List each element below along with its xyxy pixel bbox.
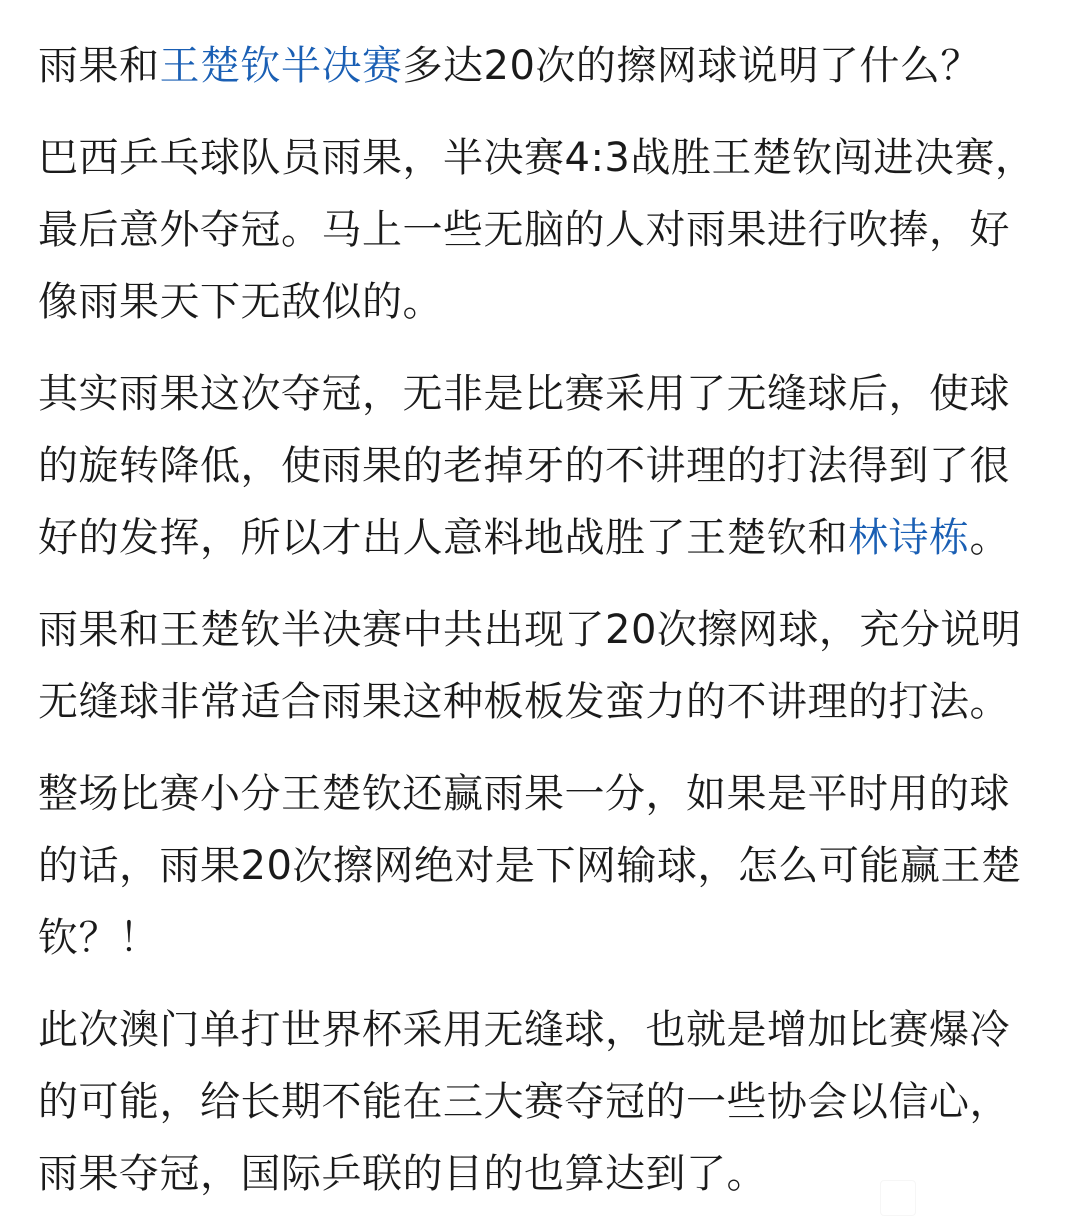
text-segment: 其实雨果这次夺冠，无非是比赛采用了无缝球后，使球的旋转降低，使雨果的老掉牙的不讲理的打法得到了很好的发挥，所以才出人意料地战胜了王楚钦和 — [38, 371, 1010, 561]
paragraph-3 — [38, 358, 1038, 574]
watermark-icon — [880, 1180, 916, 1216]
paragraph-title-question — [38, 30, 1038, 102]
text-segment: 雨果和 — [38, 43, 160, 89]
article-body — [38, 30, 1038, 1230]
link-wang-chuqin-semifinal[interactable]: 王楚钦半决赛 — [159, 43, 403, 89]
text-segment: 多达20次的擦网球说明了什么？ — [402, 43, 981, 89]
paragraph-4: 雨果和王楚钦半决赛中共出现了20次擦网球，充分说明无缝球非常适合雨果这种板板发蛮力的不讲理的打法。 — [38, 607, 1022, 725]
paragraph-6: 此次澳门单打世界杯采用无缝球，也就是增加比赛爆冷的可能，给长期不能在三大赛夺冠的一些协会以信心，雨果夺冠，国际乒联的目的也算达到了。 — [38, 1007, 1010, 1197]
paragraph-2: 巴西乒乓球队员雨果，半决赛4:3战胜王楚钦闯进决赛，最后意外夺冠。马上一些无脑的人对雨果进行吹捧，好像雨果天下无敌似的。 — [38, 135, 1036, 325]
text-segment: 。 — [969, 515, 1010, 561]
link-lin-shidong[interactable]: 林诗栋 — [848, 515, 970, 561]
paragraph-5: 整场比赛小分王楚钦还赢雨果一分，如果是平时用的球的话，雨果20次擦网绝对是下网输球，怎么可能赢王楚钦？！ — [38, 771, 1022, 961]
